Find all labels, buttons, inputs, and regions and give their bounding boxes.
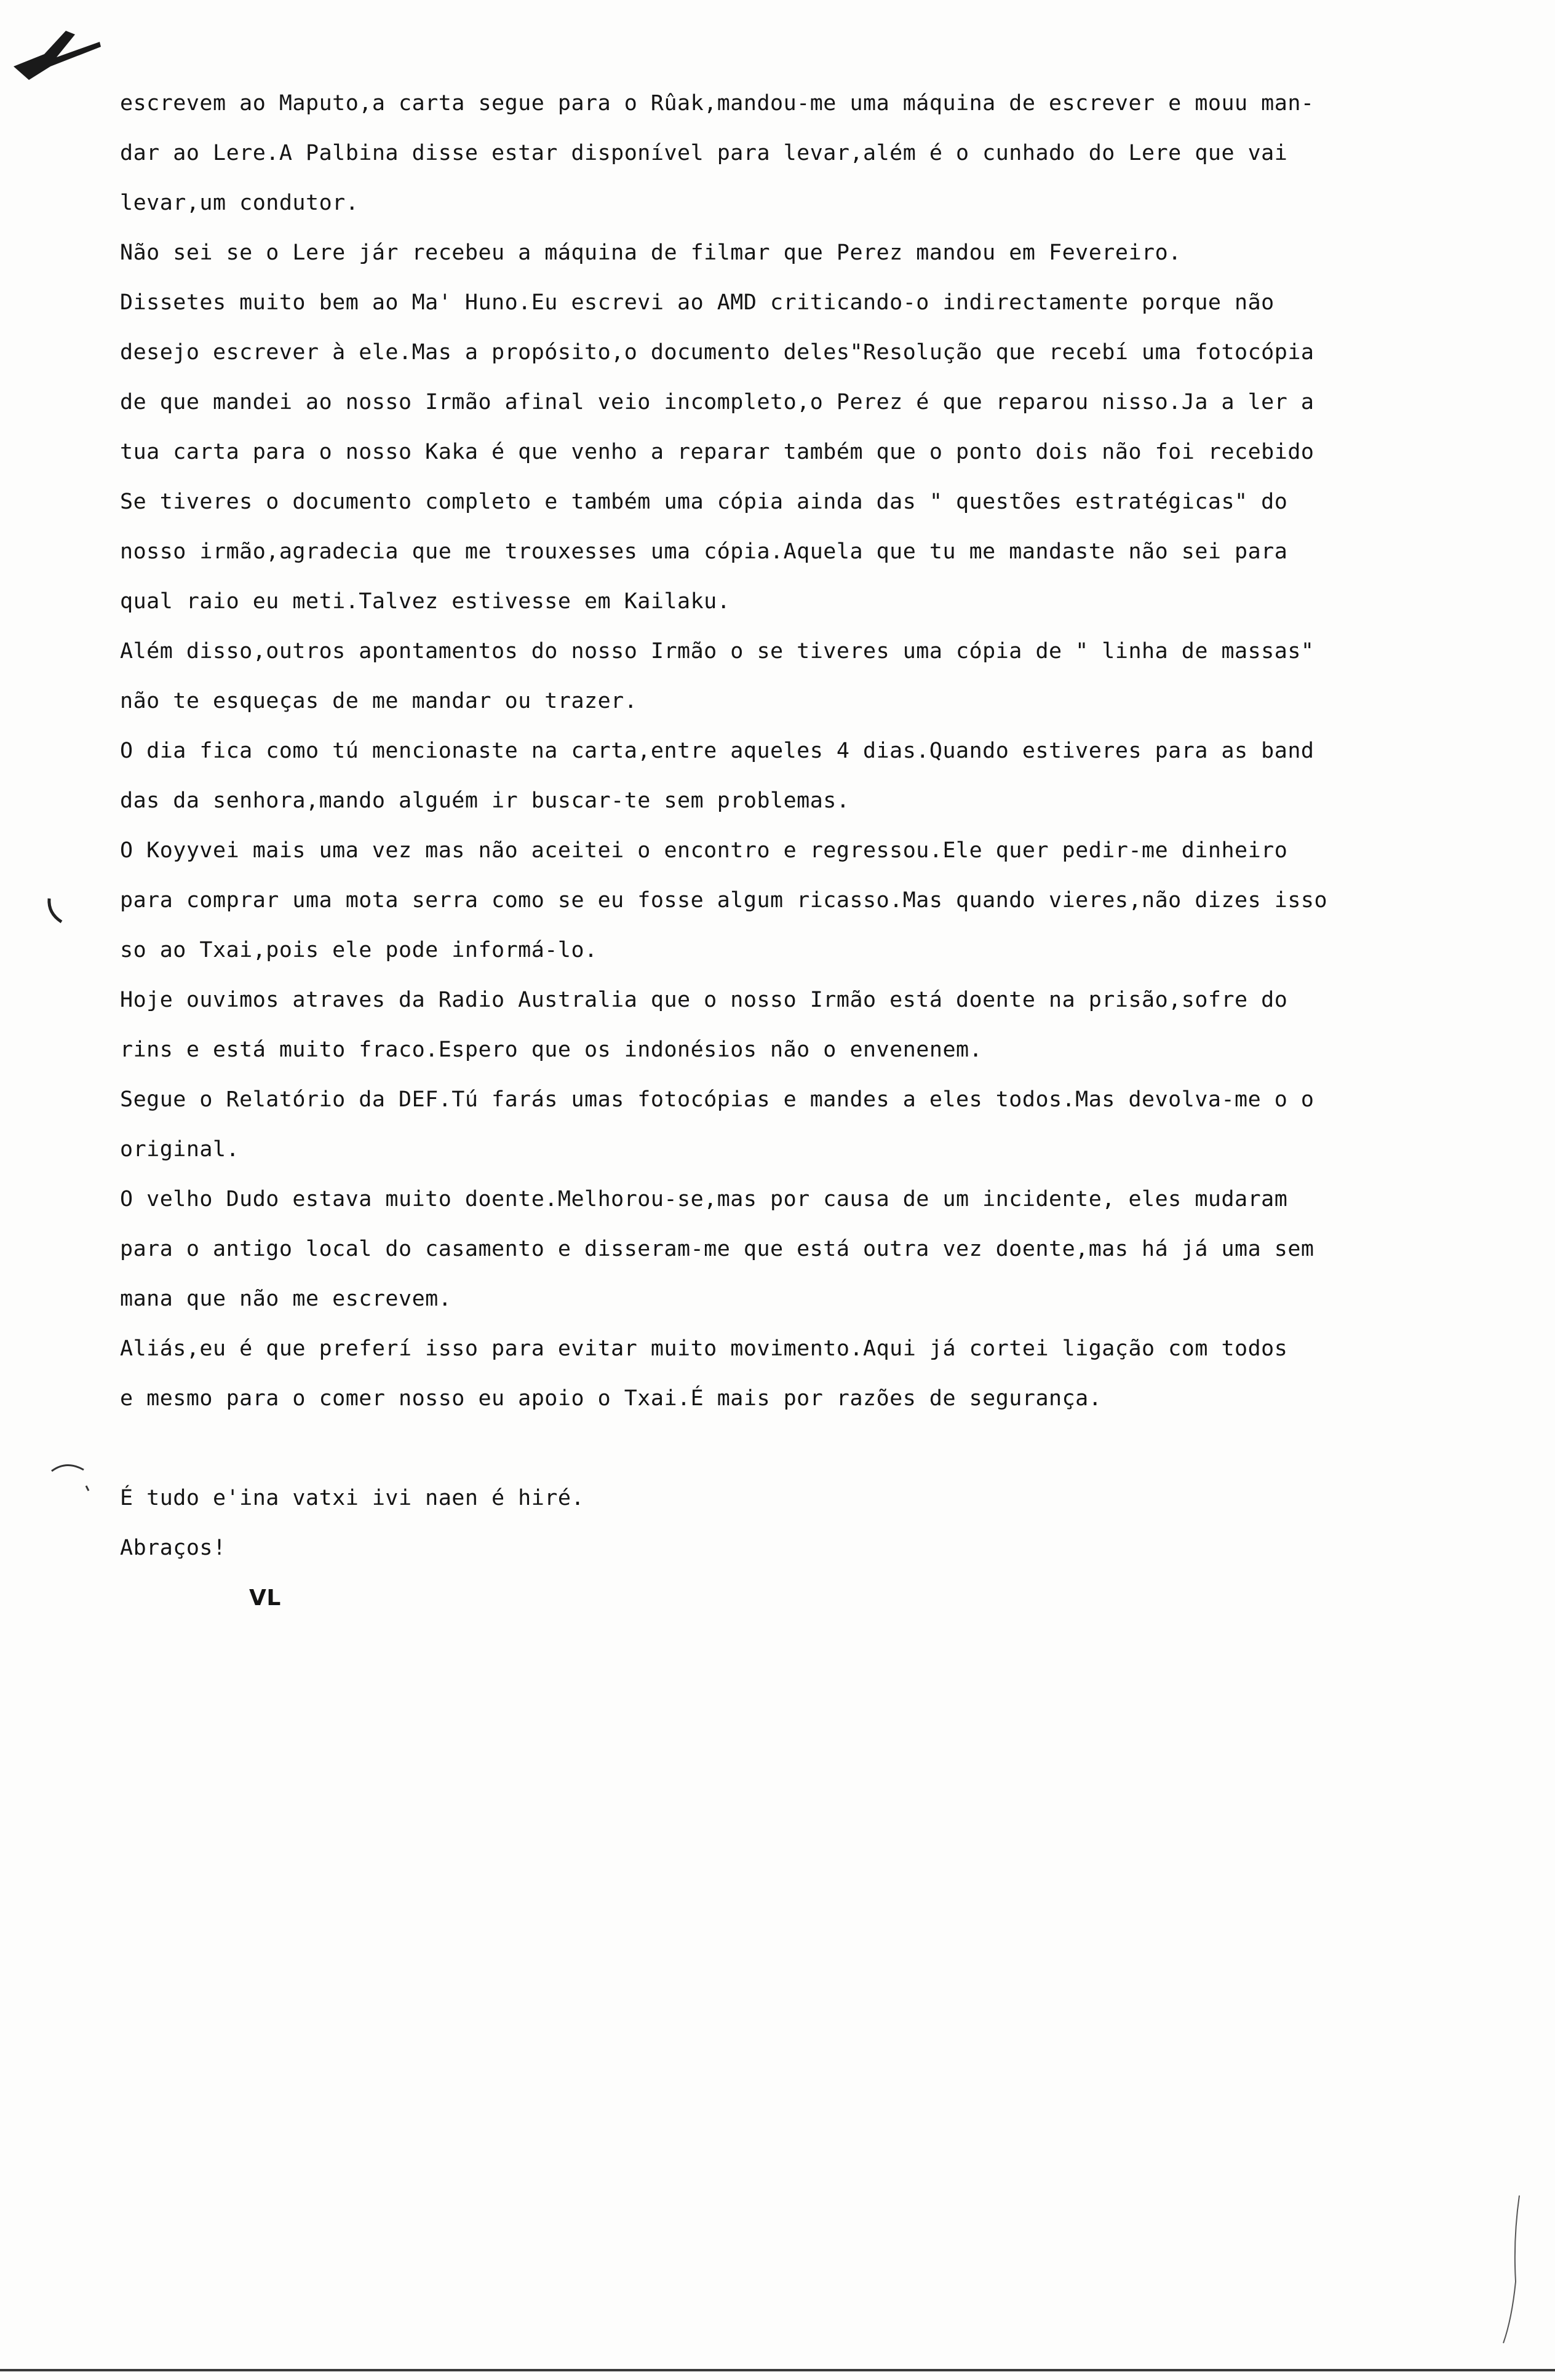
letter-salutation: Abraços!: [120, 1536, 226, 1560]
letter-line: rins e está muito fraco.Espero que os indonésios não o envenenem.: [120, 1037, 983, 1062]
letter-line: Além disso,outros apontamentos do nosso Irmão o se tiveres uma cópia de " linha de massas": [120, 639, 1314, 664]
letter-line: Dissetes muito bem ao Ma' Huno.Eu escrevi ao AMD criticando-o indirectamente porque não: [120, 290, 1275, 315]
letter-line: de que mandei ao nosso Irmão afinal veio incompleto,o Perez é que reparou nisso.Ja a ler a: [120, 390, 1314, 415]
letter-line: não te esqueças de me mandar ou trazer.: [120, 689, 638, 713]
page-edge-line: [0, 2369, 1555, 2371]
paragraph-gap: [120, 1424, 1510, 1474]
letter-line: Não sei se o Lere jár recebeu a máquina de filmar que Perez mandou em Fevereiro.: [120, 240, 1182, 265]
letter-signature: VL: [249, 1585, 281, 1611]
letter-line: mana que não me escrevem.: [120, 1287, 452, 1311]
letter-line: dar ao Lere.A Palbina disse estar disponível para levar,além é o cunhado do Lere que vai: [120, 141, 1288, 165]
letter-line: tua carta para o nosso Kaka é que venho a reparar também que o ponto dois não foi recebido: [120, 440, 1314, 464]
letter-line: O velho Dudo estava muito doente.Melhorou-se,mas por causa de um incidente, eles mudaram: [120, 1187, 1288, 1212]
letter-line: para o antigo local do casamento e disseram-me que está outra vez doente,mas há já uma sem: [120, 1237, 1314, 1261]
letter-line: O Koyyvei mais uma vez mas não aceitei o encontro e regressou.Ele quer pedir-me dinheiro: [120, 838, 1288, 863]
letter-line: qual raio eu meti.Talvez estivesse em Kailaku.: [120, 589, 731, 614]
letter-line: so ao Txai,pois ele pode informá-lo.: [120, 938, 598, 962]
letter-line: original.: [120, 1137, 240, 1162]
letter-line: Hoje ouvimos atraves da Radio Australia que o nosso Irmão está doente na prisão,sofre do: [120, 988, 1288, 1012]
letter-line: e mesmo para o comer nosso eu apoio o Txai.É mais por razões de segurança.: [120, 1386, 1102, 1411]
letter-line: Aliás,eu é que preferí isso para evitar muito movimento.Aqui já cortei ligação com todos: [120, 1336, 1288, 1361]
letter-body: [120, 79, 1510, 1623]
margin-mark: [48, 1458, 97, 1494]
letter-line: das da senhora,mando alguém ir buscar-te sem problemas.: [120, 788, 850, 813]
letter-line: O dia fica como tú mencionaste na carta,entre aqueles 4 dias.Quando estiveres para as band: [120, 739, 1314, 763]
letter-line: desejo escrever à ele.Mas a propósito,o documento deles"Resolução que recebí uma fotocópia: [120, 340, 1314, 365]
letter-line: nosso irmão,agradecia que me trouxesses uma cópia.Aquela que tu me mandaste não sei para: [120, 539, 1288, 564]
letter-line: Se tiveres o documento completo e também uma cópia ainda das " questões estratégicas" do: [120, 490, 1288, 514]
letter-line: para comprar uma mota serra como se eu fosse algum ricasso.Mas quando vieres,não dizes isso: [120, 888, 1328, 913]
margin-mark: [43, 895, 68, 926]
letter-line: escrevem ao Maputo,a carta segue para o Rûak,mandou-me uma máquina de escrever e mouu man-: [120, 91, 1314, 116]
ink-smudge-mark: [7, 23, 112, 85]
letter-line: levar,um condutor.: [120, 191, 359, 215]
margin-mark: [1495, 2189, 1532, 2349]
letter-closing: É tudo e'ina vatxi ivi naen é hiré.: [120, 1486, 585, 1510]
letter-line: Segue o Relatório da DEF.Tú farás umas fotocópias e mandes a eles todos.Mas devolva-me o o: [120, 1087, 1314, 1112]
